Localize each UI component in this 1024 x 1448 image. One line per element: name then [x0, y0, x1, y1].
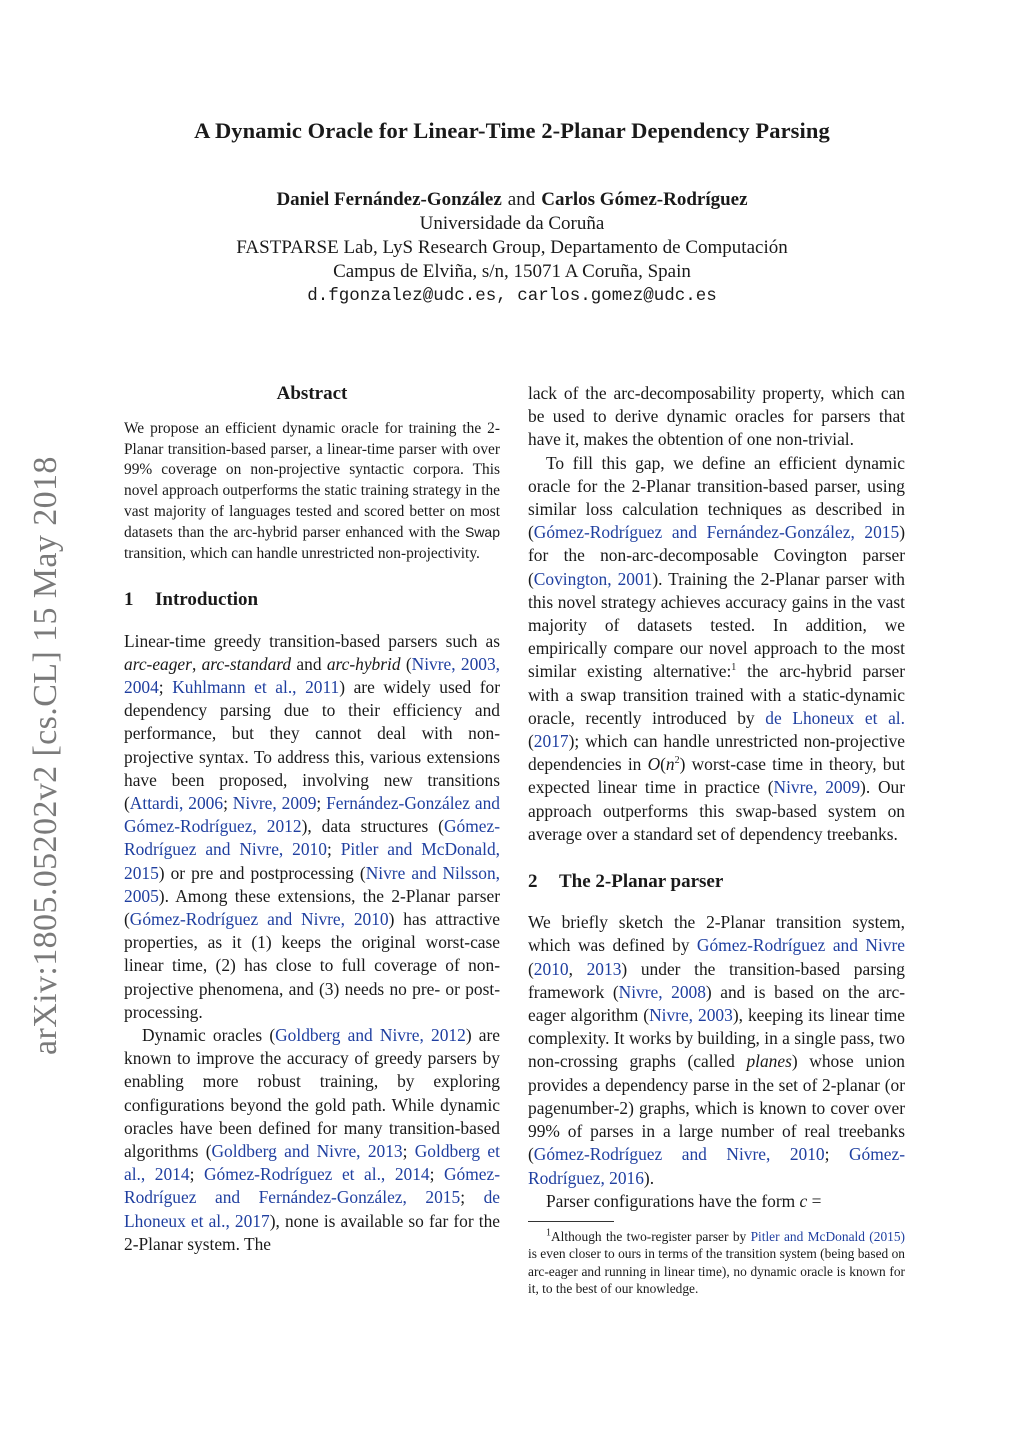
- text-run: ;: [158, 676, 173, 697]
- section-1-title: Introduction: [155, 589, 259, 611]
- author-2: Carlos Gómez-Rodríguez: [541, 189, 748, 210]
- section-1-number: 1: [124, 589, 134, 611]
- text-run: ), none is available so far for the 2-Planar system. The: [124, 1210, 500, 1254]
- text-run: the arc-hybrid parser with a swap transition trained with a static-dynamic oracle, recently introduced by: [528, 661, 906, 728]
- parser-paragraph-1: [528, 911, 905, 1189]
- footnote-1: [528, 1228, 905, 1298]
- text-run: ) are known to improve the accuracy of greedy parsers by enabling more robust training, by exploring configurations beyond the gold path. While dynamic oracles have been defined for many transition-based algorithms (: [124, 1025, 500, 1162]
- italic-text: planes: [746, 1051, 792, 1072]
- section-2-number: 2: [528, 871, 538, 893]
- text-run: (: [528, 958, 534, 979]
- intro-paragraph-3: [528, 382, 905, 452]
- italic-text: O: [647, 754, 661, 775]
- text-run: ) or pre and postprocessing (: [158, 862, 366, 883]
- citation-link[interactable]: Gómez-Rodríguez et al., 2014: [203, 1164, 430, 1185]
- text-run: ), data structures (: [301, 816, 444, 837]
- citation-link[interactable]: Fernández-González and Gómez-Rodríguez, 2012: [124, 792, 500, 837]
- italic-text: n: [665, 754, 675, 775]
- citation-link[interactable]: Nivre, 2008: [618, 981, 706, 1002]
- abstract-body: [124, 419, 500, 564]
- abstract-text-part-2: transition, which can handle unrestricted non-projectivity.: [124, 544, 480, 562]
- paper-title: A Dynamic Oracle for Linear-Time 2-Planar Dependency Parsing: [194, 118, 830, 143]
- left-column: [124, 382, 500, 1256]
- swap-transition-name: Swap: [464, 524, 500, 541]
- text-run: ). Among these extensions, the 2-Planar parser (: [124, 885, 500, 929]
- arxiv-identifier-stamp: arXiv:1805.05202v2 [cs.CL] 15 May 2018: [27, 456, 64, 1055]
- superscript: 1: [546, 1227, 551, 1239]
- citation-link[interactable]: Pitler and McDonald (2015): [750, 1228, 905, 1244]
- text-run: and: [291, 653, 327, 674]
- footnote-divider: [528, 1221, 614, 1222]
- citation-link[interactable]: Attardi, 2006: [129, 792, 224, 813]
- section-2-title: The 2-Planar parser: [559, 871, 724, 893]
- italic-text: c: [799, 1190, 808, 1211]
- text-run: ) has attractive properties, as it (1) keeps the original worst-case linear time, (2) has close to full coverage of non-projective phenomena, and (3) needs no pre- or post-processing.: [124, 909, 500, 1022]
- citation-link[interactable]: Gómez-Rodríguez and Nivre, 2010: [129, 909, 389, 929]
- citation-link[interactable]: de Lhoneux et al., 2017: [124, 1187, 500, 1231]
- section-1-heading: [124, 588, 500, 611]
- superscript: 1: [731, 662, 737, 674]
- affiliation-address: Campus de Elviña, s/n, 15071 A Coruña, Spain: [333, 261, 691, 282]
- text-run: ;: [189, 1164, 204, 1185]
- text-run: ) whose union provides a dependency parse in the set of 2-planar (or pagenumber-2) graphs, which is known to cover over 99% of parses in a large number of real treebanks (: [528, 1051, 905, 1165]
- parser-paragraph-2: [528, 1190, 905, 1213]
- intro-paragraph-2: [124, 1024, 500, 1256]
- superscript: 2: [674, 755, 680, 767]
- citation-link[interactable]: Nivre, 2003: [649, 1005, 733, 1026]
- text-run: Although the two-register parser by: [551, 1228, 751, 1244]
- citation-link[interactable]: 2013: [586, 958, 622, 979]
- citation-link[interactable]: Gómez-Rodríguez and Nivre: [696, 935, 905, 956]
- citation-link[interactable]: 2010: [533, 958, 569, 979]
- text-run: Linear-time greedy transition-based parsers such as: [124, 630, 500, 651]
- text-run: =: [807, 1190, 822, 1211]
- citation-link[interactable]: Gómez-Rodríguez and Nivre, 2010: [124, 816, 500, 860]
- author-emails: d.fgonzalez@udc.es, carlos.gomez@udc.es: [307, 286, 717, 306]
- text-run: ;: [824, 1144, 849, 1165]
- text-run: ;: [316, 792, 327, 813]
- text-run: Dynamic oracles (: [142, 1025, 276, 1046]
- intro-paragraph-1: [124, 630, 500, 1024]
- text-run: (: [660, 754, 666, 775]
- citation-link[interactable]: Goldberg and Nivre, 2012: [275, 1025, 466, 1046]
- text-run: ), keeping its linear time complexity. It works by building, in a single pass, two non-crossing graphs (called: [528, 1005, 905, 1072]
- citation-link[interactable]: Pitler and McDonald, 2015: [124, 839, 500, 883]
- right-column: [528, 382, 905, 1298]
- citation-link[interactable]: de Lhoneux et al.: [765, 707, 905, 728]
- text-run: ); which can handle unrestricted non-projective dependencies in: [528, 731, 905, 775]
- citation-link[interactable]: Gómez-Rodríguez and Nivre, 2010: [533, 1144, 825, 1165]
- author-1: Daniel Fernández-González: [276, 189, 502, 210]
- text-run: ) for the non-arc-decomposable Covington parser (: [528, 522, 905, 589]
- text-run: ;: [223, 792, 233, 813]
- text-run: ,: [568, 958, 587, 979]
- italic-text: arc-eager: [124, 653, 192, 674]
- text-run: ;: [460, 1187, 484, 1208]
- affiliation-university: Universidade da Coruña: [419, 213, 605, 234]
- citation-link[interactable]: Nivre, 2003, 2004: [124, 653, 501, 697]
- text-run: We briefly sketch the 2-Planar transition system, which was defined by: [528, 912, 905, 956]
- text-run: lack of the arc-decomposability property, which can be used to derive dynamic oracles for parsers that have it, makes the obtention of one non-trivial.: [528, 383, 905, 450]
- citation-link[interactable]: Gómez-Rodríguez and Fernández-González, 2015: [533, 522, 900, 543]
- text-run: (: [528, 731, 534, 752]
- abstract-text-part-1: We propose an efficient dynamic oracle for training the 2-Planar transition-based parser, a linear-time parser with over 99% coverage on non-projective syntactic corpora. This novel approach outperforms the static training strategy in the vast majority of languages tested and scored better on most datasets than the arc-hybrid parser enhanced with the: [124, 420, 500, 542]
- citation-link[interactable]: Goldberg and Nivre, 2013: [211, 1141, 403, 1162]
- author-line: [0, 188, 1024, 212]
- text-run: ;: [402, 1141, 415, 1162]
- text-run: ) and is based on the arc-eager algorithm (: [528, 981, 905, 1026]
- section-2-heading: [528, 870, 905, 893]
- text-run: ) worst-case time in theory, but expected linear time in practice (: [528, 754, 905, 798]
- abstract-heading: Abstract: [276, 383, 348, 404]
- affiliation-lab: FASTPARSE Lab, LyS Research Group, Departamento de Computación: [236, 237, 788, 258]
- text-run: ;: [326, 839, 341, 860]
- citation-link[interactable]: Goldberg et al., 2014: [124, 1141, 500, 1185]
- intro-paragraph-4: [528, 452, 905, 846]
- text-run: ,: [191, 653, 202, 674]
- text-run: To fill this gap, we define an efficient dynamic oracle for the 2-Planar transition-based parser, using similar loss calculation techniques as described in (: [528, 452, 905, 543]
- text-run: (: [400, 653, 412, 674]
- text-run: ) are widely used for dependency parsing due to their efficiency and performance, but they cannot deal with non-projective syntax. To address this, various extensions have been proposed, involving new transitions (: [124, 676, 500, 813]
- text-run: ).: [643, 1167, 655, 1188]
- italic-text: arc-hybrid: [326, 653, 401, 674]
- text-run: is even closer to ours in terms of the transition system (being based on arc-eager and running in linear time), no dynamic oracle is known for it, to the best of our knowledge.: [528, 1246, 905, 1297]
- citation-link[interactable]: Nivre, 2009: [232, 792, 317, 813]
- citation-link[interactable]: Nivre, 2009: [773, 777, 861, 798]
- citation-link[interactable]: Kuhlmann et al., 2011: [172, 676, 340, 697]
- citation-link[interactable]: Covington, 2001: [533, 568, 653, 589]
- text-run: ). Our approach outperforms this swap-based system on average over a standard set of dependency treebanks.: [528, 777, 905, 844]
- text-run: ;: [429, 1164, 444, 1185]
- text-run: Parser configurations have the form: [546, 1190, 800, 1211]
- citation-link[interactable]: Nivre and Nilsson, 2005: [124, 862, 500, 906]
- citation-link[interactable]: Gómez-Rodríguez and Fernández-González, 2015: [124, 1164, 500, 1208]
- text-run: ). Training the 2-Planar parser with this novel strategy achieves accuracy gains in the vast majority of datasets tested. In addition, we empirically compare our novel approach to the most similar existing alternative:: [528, 568, 905, 682]
- author-block: [0, 188, 1024, 308]
- italic-text: arc-standard: [201, 653, 292, 674]
- text-run: ) under the transition-based parsing framework (: [528, 958, 905, 1002]
- author-separator: and: [507, 189, 536, 210]
- citation-link[interactable]: 2017: [533, 731, 569, 752]
- citation-link[interactable]: Gómez-Rodríguez, 2016: [528, 1144, 905, 1188]
